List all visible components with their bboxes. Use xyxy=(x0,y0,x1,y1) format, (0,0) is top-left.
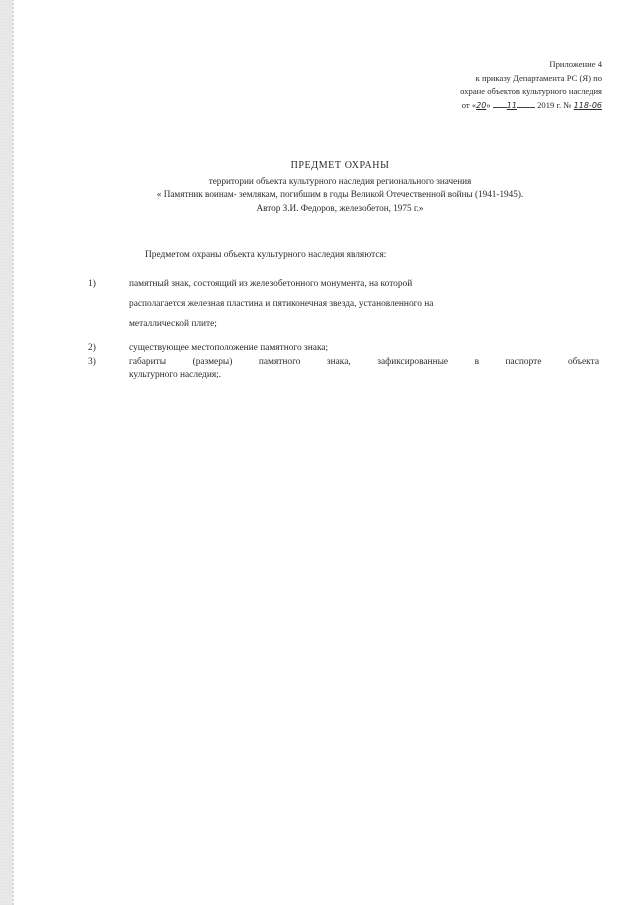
date-mid: » xyxy=(486,99,491,110)
item-line: культурного наследия;. xyxy=(129,369,222,380)
approval-line-3: охране объектов культурного наследия xyxy=(460,86,602,96)
date-blank-right xyxy=(517,99,535,108)
date-day: 20 xyxy=(476,100,487,110)
scan-edge xyxy=(0,0,12,905)
approval-line-2: к приказу Департамента РС (Я) по xyxy=(475,72,602,83)
date-month: 11 xyxy=(506,100,517,110)
item-line: габариты (размеры) памятного знака, зафиксированные в паспорте объекта xyxy=(129,357,599,367)
item-text xyxy=(129,342,599,355)
item-text xyxy=(129,274,599,334)
date-year: 2019 г. № xyxy=(537,99,572,110)
title-block xyxy=(40,159,640,215)
item-line: памятный знак, состоящий из железобетонного монумента, на которой xyxy=(129,279,413,289)
item-line: располагается железная пластина и пятиконечная звезда, установленного на xyxy=(129,299,434,309)
item-line: существующее местоположение памятного знака; xyxy=(129,343,329,353)
approval-line-1: Приложение 4 xyxy=(549,59,602,69)
item-number: 3) xyxy=(88,357,96,367)
document-heading: ПРЕДМЕТ ОХРАНЫ xyxy=(290,160,390,171)
approval-date-line xyxy=(392,99,602,113)
item-line: металлической плите; xyxy=(129,319,217,329)
date-blank-left xyxy=(493,99,507,108)
approval-block xyxy=(392,58,602,112)
title-line-1: территории объекта культурного наследия регионального значения xyxy=(208,175,472,186)
intro-text: Предметом охраны объекта культурного наследия являются: xyxy=(145,250,387,260)
date-prefix: от « xyxy=(461,99,477,110)
item-number: 2) xyxy=(88,343,96,353)
title-line-2: « Памятник воинам- землякам, погибшим в годы Великой Отечественной войны (1941-1945). xyxy=(156,189,524,199)
item-text xyxy=(129,356,599,381)
document-number: 118-06 xyxy=(573,100,602,110)
item-number: 1) xyxy=(88,279,96,289)
title-line-3: Автор З.И. Федоров, железобетон, 1975 г.» xyxy=(256,202,424,213)
